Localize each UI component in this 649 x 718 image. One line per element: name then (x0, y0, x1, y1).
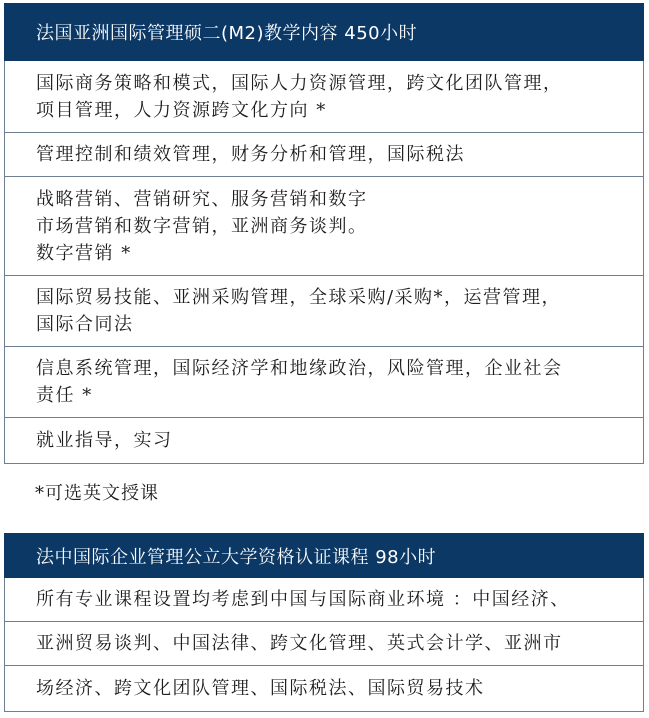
table-row (4, 276, 644, 347)
row-line: 场经济、跨文化团队管理、国际税法、国际贸易技术 (36, 678, 485, 699)
table-row (4, 666, 644, 712)
certificate-course-header (4, 533, 644, 578)
row-line: 亚洲贸易谈判、中国法律、跨文化管理、英式会计学、亚洲市 (36, 633, 563, 654)
table-row (4, 133, 644, 177)
row-line: 管理控制和绩效管理，财务分析和管理，国际税法 (36, 144, 465, 165)
certificate-course-title: 法中国际企业管理公立大学资格认证课程 98小时 (36, 546, 437, 568)
row-line: 所有专业课程设置均考虑到中国与国际商业环境 ：中国经济、 (36, 589, 570, 610)
certificate-course-table (4, 533, 644, 712)
table-row (4, 418, 644, 464)
row-line: 国际贸易技能、亚洲采购管理，全球采购/采购*，运营管理， (36, 287, 562, 308)
row-line: 战略营销、营销研究、服务营销和数字 (36, 188, 368, 210)
table-row (4, 177, 644, 276)
row-line: 市场营销和数字营销，亚洲商务谈判。 (36, 215, 368, 237)
row-line: 就业指导，实习 (36, 430, 173, 451)
row-line: 数字营销 * (36, 242, 132, 264)
table-row (4, 61, 644, 133)
m2-curriculum-header (4, 3, 644, 61)
english-option-footnote: *可选英文授课 (35, 483, 159, 504)
table-row (4, 347, 644, 418)
row-line: 国际商务策略和模式，国际人力资源管理，跨文化团队管理， (36, 72, 563, 94)
row-line: 国际合同法 (36, 314, 134, 335)
m2-curriculum-title: 法国亚洲国际管理硕二(M2)教学内容 450小时 (36, 23, 418, 44)
row-line: 信息系统管理，国际经济学和地缘政治，风险管理，企业社会 (36, 358, 563, 379)
m2-curriculum-table (4, 3, 644, 464)
table-row (4, 578, 644, 622)
row-line: 项目管理，人力资源跨文化方向 * (36, 99, 327, 121)
row-line: 责任 * (36, 385, 93, 406)
table-row (4, 622, 644, 666)
